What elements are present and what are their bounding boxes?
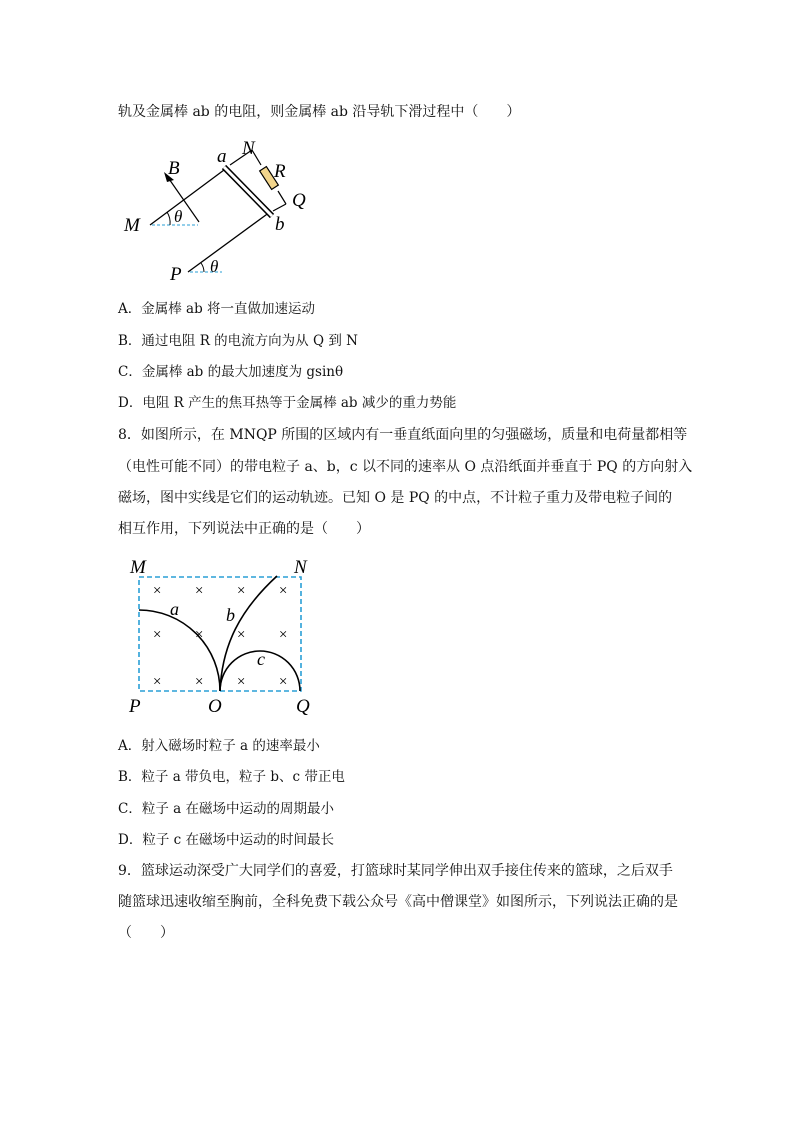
q8-option-d[interactable]: D．粒子 c 在磁场中运动的时间最长	[118, 832, 334, 848]
cross: ×	[151, 583, 163, 599]
q8-option-c[interactable]: C．粒子 a 在磁场中运动的周期最小	[118, 801, 334, 817]
q9-stem-line-3: （ ）	[118, 925, 174, 941]
label-Q: Q	[296, 696, 310, 717]
rail-lower	[188, 212, 270, 272]
q8-option-a[interactable]: A．射入磁场时粒子 a 的速率最小	[118, 738, 320, 754]
cross: ×	[151, 627, 163, 643]
cross: ×	[235, 583, 247, 599]
q8-option-b[interactable]: B．粒子 a 带负电，粒子 b、c 带正电	[118, 769, 345, 785]
label-N: N	[242, 138, 255, 159]
q7-option-b[interactable]: B．通过电阻 R 的电流方向为从 Q 到 N	[118, 333, 358, 349]
label-P: P	[170, 264, 182, 284]
cross: ×	[193, 583, 205, 599]
label-b: b	[226, 605, 235, 625]
label-Q: Q	[292, 190, 306, 211]
cross: ×	[277, 583, 289, 599]
q8-field-diagram	[120, 555, 330, 720]
q8-stem-line-1: 8．如图所示，在 MNQP 所围的区域内有一垂直纸面向里的匀强磁场，质量和电荷量都相等	[118, 427, 688, 443]
q7-stem-tail: 轨及金属棒 ab 的电阻，则金属棒 ab 沿导轨下滑过程中（ ）	[118, 104, 521, 120]
cross: ×	[235, 674, 247, 690]
label-M: M	[124, 215, 140, 236]
q8-stem-line-2: （电性可能不同）的带电粒子 a、b，c 以不同的速率从 O 点沿纸面并垂直于 PQ 的方向射入	[118, 459, 693, 475]
field-B-arrow	[167, 176, 199, 222]
label-a: a	[170, 599, 179, 619]
q8-stem-line-3: 磁场，图中实线是它们的运动轨迹。已知 O 是 PQ 的中点，不计粒子重力及带电粒子间的	[118, 490, 673, 506]
label-P: P	[129, 696, 141, 717]
cross: ×	[193, 627, 205, 643]
label-theta1: θ	[174, 207, 183, 226]
label-O: O	[208, 696, 222, 717]
q8-stem-line-4: 相互作用，下列说法中正确的是（ ）	[118, 521, 370, 537]
label-c: c	[257, 649, 265, 669]
q7-option-c[interactable]: C．金属棒 ab 的最大加速度为 gsinθ	[118, 364, 344, 380]
trajectory-b	[220, 576, 277, 691]
label-M: M	[130, 557, 146, 578]
cross: ×	[277, 627, 289, 643]
rail-upper	[150, 170, 224, 225]
cross: ×	[277, 674, 289, 690]
cross: ×	[193, 674, 205, 690]
cross: ×	[235, 627, 247, 643]
q7-option-a[interactable]: A．金属棒 ab 将一直做加速运动	[118, 301, 316, 317]
label-B: B	[168, 158, 180, 179]
label-b: b	[275, 214, 285, 235]
label-R: R	[274, 161, 286, 182]
cross: ×	[151, 674, 163, 690]
q9-stem-line-1: 9．篮球运动深受广大同学们的喜爱，打篮球时某同学伸出双手接住传来的篮球，之后双手	[118, 863, 673, 879]
field-boundary	[139, 577, 301, 691]
q7-rail-diagram	[118, 132, 338, 284]
label-N: N	[294, 557, 307, 578]
q9-stem-line-2: 随篮球迅速收缩至胸前，全科免费下载公众号《高中僧课堂》如图所示，下列说法正确的是	[118, 894, 678, 910]
label-a: a	[217, 146, 227, 167]
label-theta2: θ	[210, 257, 219, 276]
q7-option-d[interactable]: D．电阻 R 产生的焦耳热等于金属棒 ab 减少的重力势能	[118, 395, 457, 411]
